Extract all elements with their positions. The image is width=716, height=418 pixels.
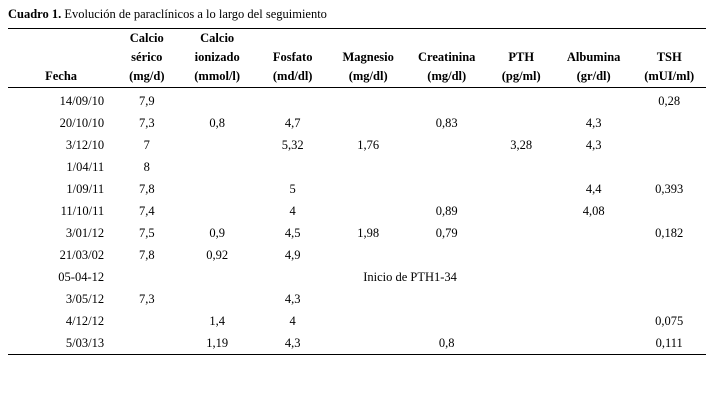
cell-magnesio (330, 112, 406, 134)
cell-tsh: 0,182 (655, 226, 684, 240)
cell-creatinina (406, 134, 488, 156)
cell-creatinina (406, 156, 488, 178)
cell-albumina (555, 90, 633, 112)
cell-fecha: 5/03/13 (65, 336, 105, 350)
header-unit: (mg/dl) (348, 69, 388, 83)
cell-magnesio: 1,98 (357, 226, 380, 240)
cell-ionizado: 1,4 (209, 314, 225, 328)
cell-magnesio (330, 244, 406, 266)
cell-fecha: 4/12/12 (65, 314, 105, 328)
cell-fecha: 3/05/12 (65, 292, 105, 306)
cell-fosfato: 4,3 (284, 336, 301, 350)
cell-tsh: 0,28 (658, 94, 681, 108)
table-caption (8, 6, 706, 22)
cell-fosfato: 5 (289, 182, 296, 196)
cell-tsh (632, 288, 706, 310)
header-line: Calcio (129, 31, 164, 45)
cell-pth (488, 332, 555, 355)
cell-calcio: 7,3 (138, 292, 155, 306)
cell-calcio (114, 310, 179, 332)
header-line: Albumina (566, 50, 621, 64)
header-line: ionizado (194, 50, 240, 64)
table-row (8, 156, 706, 178)
header-unit: (mmol/l) (194, 69, 241, 83)
cell-pth: 3,28 (510, 138, 533, 152)
cell-calcio: 7,8 (138, 248, 155, 262)
cell-creatinina: 0,79 (435, 226, 458, 240)
cell-fosfato: 4 (289, 204, 296, 218)
cell-ionizado: 1,19 (206, 336, 229, 350)
cell-fecha: 3/12/10 (65, 138, 105, 152)
cell-creatinina: 0,89 (435, 204, 458, 218)
cell-albumina (555, 156, 633, 178)
cell-magnesio (330, 178, 406, 200)
cell-albumina: 4,08 (582, 204, 605, 218)
cell-calcio (114, 332, 179, 355)
paraclinicos-table (8, 28, 706, 355)
header-line: Calcio (200, 31, 235, 45)
column-header-calcio-serico (114, 29, 179, 88)
cell-ionizado: 0,9 (209, 226, 225, 240)
cell-tsh: 0,075 (655, 314, 684, 328)
column-header-tsh (632, 29, 706, 88)
cell-magnesio (330, 332, 406, 355)
cell-ionizado (179, 90, 255, 112)
cell-tsh (632, 134, 706, 156)
treatment-start-label: Inicio de PTH1-34 (363, 270, 457, 284)
table-row (8, 200, 706, 222)
header-unit: (gr/dl) (576, 69, 611, 83)
cell-tsh (632, 244, 706, 266)
header-line: TSH (656, 50, 682, 64)
cell-magnesio (330, 200, 406, 222)
header-unit: (pg/ml) (501, 69, 541, 83)
cell-albumina: 4,4 (585, 182, 602, 196)
cell-calcio: 7,4 (138, 204, 155, 218)
cell-tsh (632, 156, 706, 178)
column-header-fosfato (255, 29, 331, 88)
cell-pth (488, 222, 555, 244)
caption-text: Evolución de paraclínicos a lo largo del seguimiento (61, 7, 327, 21)
cell-tsh (632, 112, 706, 134)
cell-fosfato: 4,3 (284, 292, 301, 306)
caption-label: Cuadro 1. (8, 7, 62, 21)
table-row (8, 178, 706, 200)
cell-creatinina (406, 310, 488, 332)
header-line: PTH (508, 50, 535, 64)
column-header-pth (488, 29, 555, 88)
header-unit: (md/dl) (272, 69, 313, 83)
cell-fecha: 1/04/11 (66, 160, 105, 174)
cell-fecha: 11/10/11 (60, 204, 105, 218)
header-line: Fosfato (272, 50, 313, 64)
table-row (8, 288, 706, 310)
header-line: Magnesio (342, 50, 394, 64)
cell-fecha: 05-04-12 (58, 270, 105, 284)
cell-fosfato: 4,7 (284, 116, 301, 130)
header-line: Fecha (45, 69, 78, 83)
cell-calcio: 7,5 (138, 226, 155, 240)
cell-calcio: 7,9 (138, 94, 155, 108)
cell-creatinina (406, 90, 488, 112)
header-row (8, 29, 706, 88)
cell-albumina (555, 332, 633, 355)
table-row (8, 244, 706, 266)
cell-ionizado (179, 200, 255, 222)
cell-fosfato: 5,32 (281, 138, 304, 152)
cell-calcio: 7,3 (138, 116, 155, 130)
header-unit: (mUI/ml) (644, 69, 695, 83)
table-row (8, 112, 706, 134)
cell-albumina (555, 244, 633, 266)
cell-fosfato (255, 156, 331, 178)
cell-creatinina: 0,8 (438, 336, 455, 350)
cell-pth (488, 288, 555, 310)
table-head (8, 29, 706, 88)
cell-fosfato: 4,9 (284, 248, 301, 262)
table-row (8, 134, 706, 156)
treatment-start-row (8, 266, 706, 288)
cell-ionizado (179, 134, 255, 156)
column-header-albumina (555, 29, 633, 88)
cell-pth (488, 156, 555, 178)
cell-fosfato (255, 90, 331, 112)
cell-creatinina: 0,83 (435, 116, 458, 130)
cell-albumina (555, 288, 633, 310)
column-header-magnesio (330, 29, 406, 88)
cell-fosfato: 4,5 (284, 226, 301, 240)
cell-albumina: 4,3 (585, 138, 602, 152)
table-row (8, 332, 706, 355)
column-header-fecha (8, 29, 114, 88)
cell-magnesio (330, 310, 406, 332)
cell-fecha: 1/09/11 (66, 182, 105, 196)
column-header-calcio-ionizado (179, 29, 255, 88)
cell-ionizado: 0,92 (206, 248, 229, 262)
table-row (8, 90, 706, 112)
cell-pth (488, 244, 555, 266)
cell-tsh: 0,111 (655, 336, 683, 350)
cell-tsh: 0,393 (655, 182, 684, 196)
cell-pth (488, 112, 555, 134)
header-line: sérico (131, 50, 163, 64)
cell-pth (488, 200, 555, 222)
cell-pth (488, 310, 555, 332)
cell-pth (488, 178, 555, 200)
cell-creatinina (406, 178, 488, 200)
cell-magnesio (330, 90, 406, 112)
cell-albumina (555, 222, 633, 244)
header-unit: (mg/dl) (427, 69, 467, 83)
cell-magnesio: 1,76 (357, 138, 380, 152)
cell-fosfato: 4 (289, 314, 296, 328)
header-unit: (mg/d) (129, 69, 165, 83)
cell-fecha: 3/01/12 (65, 226, 105, 240)
cell-fecha: 20/10/10 (59, 116, 105, 130)
cell-magnesio (330, 156, 406, 178)
header-line: Creatinina (418, 50, 476, 64)
cell-fecha: 21/03/02 (59, 248, 105, 262)
cell-ionizado (179, 178, 255, 200)
column-header-creatinina (406, 29, 488, 88)
cell-albumina: 4,3 (585, 116, 602, 130)
cell-calcio: 7 (143, 138, 150, 152)
cell-magnesio (330, 288, 406, 310)
cell-fecha: 14/09/10 (59, 94, 105, 108)
table-row (8, 222, 706, 244)
cell-albumina (555, 310, 633, 332)
cell-ionizado: 0,8 (209, 116, 225, 130)
cell-ionizado (179, 288, 255, 310)
table-body (8, 88, 706, 355)
cell-tsh (632, 200, 706, 222)
cell-creatinina (406, 244, 488, 266)
cell-calcio: 8 (143, 160, 150, 174)
cell-creatinina (406, 288, 488, 310)
cell-calcio: 7,8 (138, 182, 155, 196)
cell-pth (488, 90, 555, 112)
table-row (8, 310, 706, 332)
cell-ionizado (179, 156, 255, 178)
